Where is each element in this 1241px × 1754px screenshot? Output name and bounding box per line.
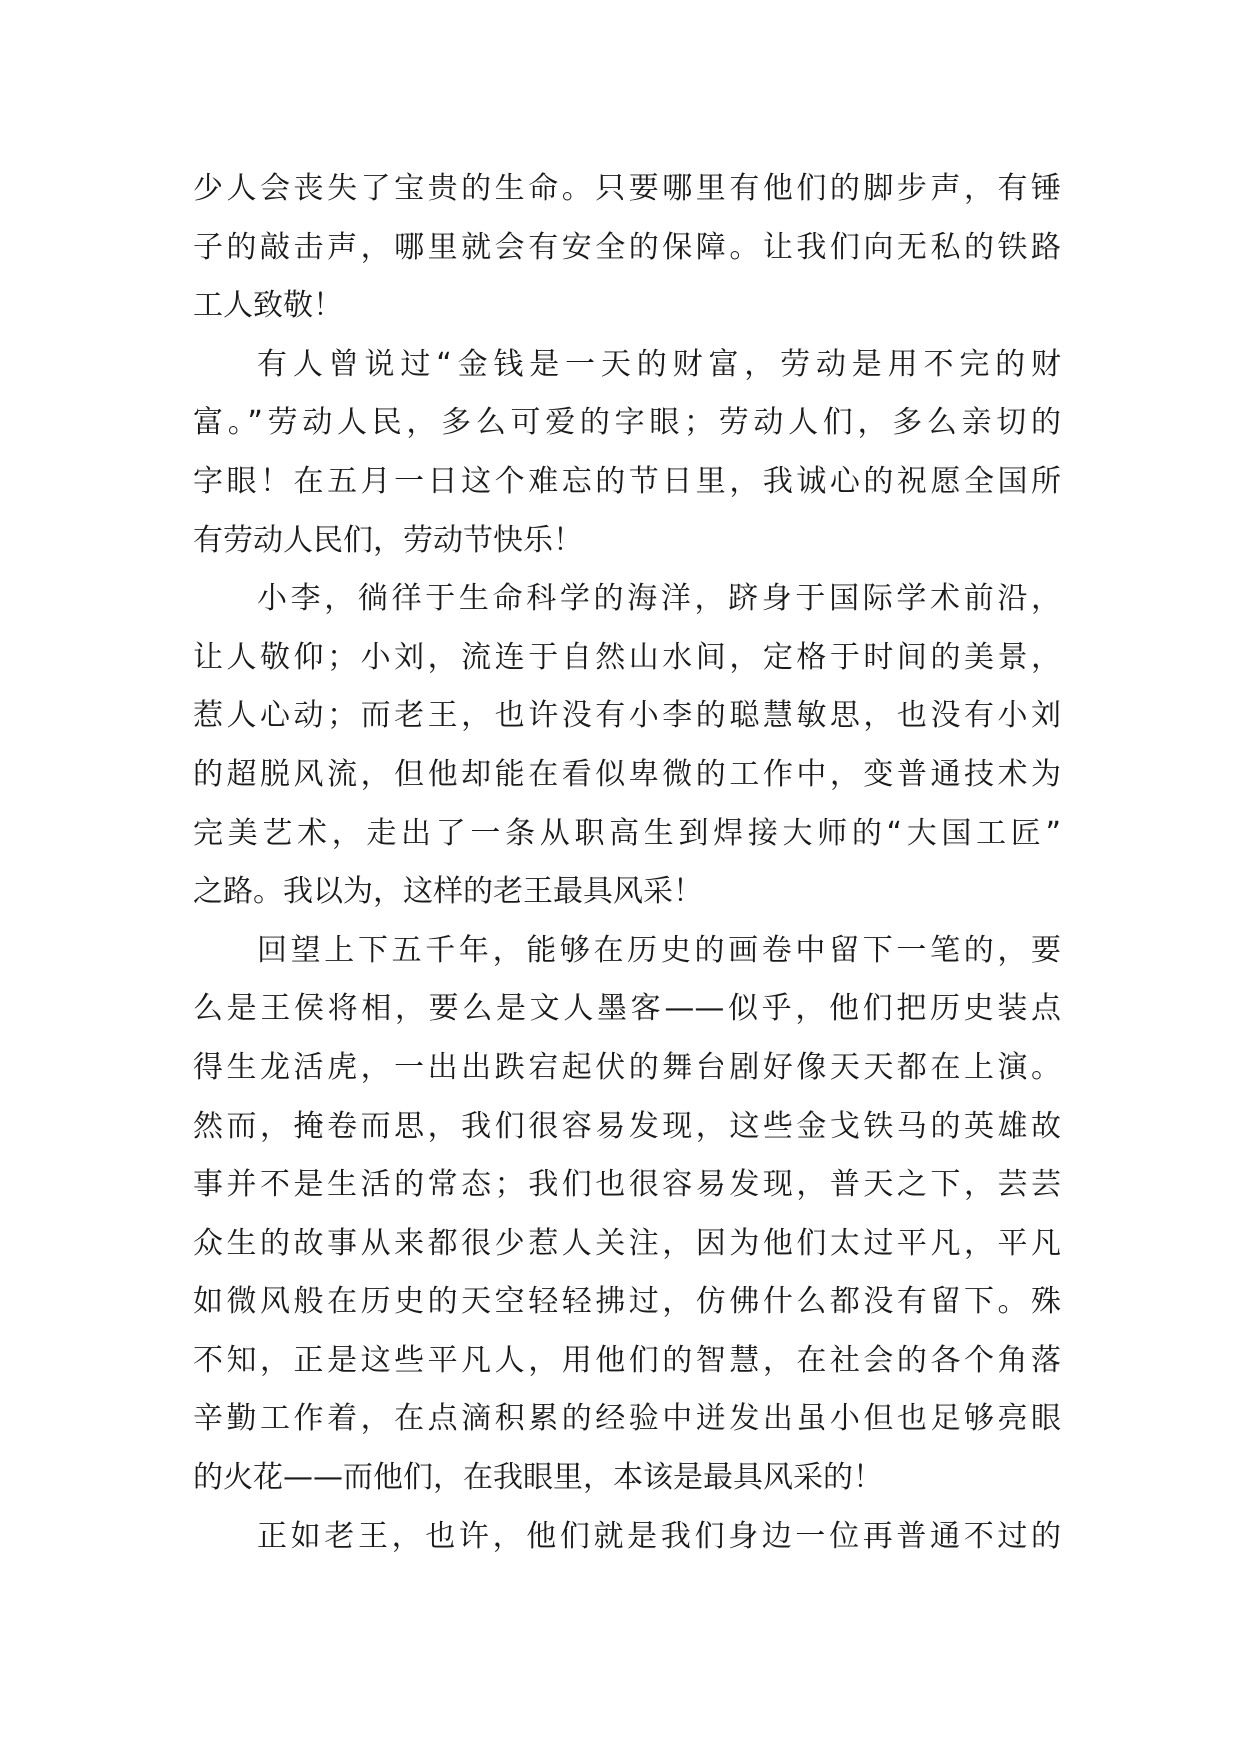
text-line: 的超脱风流，但他却能在看似卑微的工作中，变普通技术为 bbox=[193, 756, 1061, 792]
paragraph-first-line: 有人曾说过“金钱是一天的财富，劳动是用不完的财 bbox=[257, 346, 1061, 382]
text-line: 完美艺术，走出了一条从职高生到焊接大师的“大国工匠” bbox=[193, 815, 1061, 851]
text-line: 得生龙活虎，一出出跌宕起伏的舞台剧好像天天都在上演。 bbox=[193, 1049, 1061, 1085]
paragraph-first-line: 回望上下五千年，能够在历史的画卷中留下一笔的，要 bbox=[257, 932, 1061, 968]
text-line: 少人会丧失了宝贵的生命。只要哪里有他们的脚步声，有锤 bbox=[193, 171, 1061, 206]
paragraph-first-line: 正如老王，也许，他们就是我们身边一位再普通不过的 bbox=[257, 1518, 1061, 1554]
text-line: 子的敲击声，哪里就会有安全的保障。让我们向无私的铁路 bbox=[193, 229, 1061, 265]
text-line: 事并不是生活的常态；我们也很容易发现，普天之下，芸芸 bbox=[193, 1167, 1061, 1203]
text-line: 辛勤工作着，在点滴积累的经验中迸发出虽小但也足够亮眼 bbox=[193, 1401, 1061, 1437]
text-line: 工人致敬！ bbox=[193, 288, 343, 324]
text-line: 富。”劳动人民，多么可爱的字眼；劳动人们，多么亲切的 bbox=[193, 405, 1061, 441]
text-line: 众生的故事从来都很少惹人关注，因为他们太过平凡，平凡 bbox=[193, 1225, 1061, 1261]
text-line: 之路。我以为，这样的老王最具风采！ bbox=[193, 874, 703, 910]
paragraph-first-line: 小李，徜徉于生命科学的海洋，跻身于国际学术前沿， bbox=[257, 581, 1061, 617]
text-line: 让人敬仰；小刘，流连于自然山水间，定格于时间的美景， bbox=[193, 639, 1061, 675]
text-line: 如微风般在历史的天空轻轻拂过，仿佛什么都没有留下。殊 bbox=[193, 1284, 1061, 1320]
text-line: 不知，正是这些平凡人，用他们的智慧，在社会的各个角落 bbox=[193, 1342, 1061, 1378]
text-line: 字眼！在五月一日这个难忘的节日里，我诚心的祝愿全国所 bbox=[193, 463, 1061, 499]
text-line: 么是王侯将相，要么是文人墨客——似乎，他们把历史装点 bbox=[193, 991, 1061, 1027]
text-line: 惹人心动；而老王，也许没有小李的聪慧敏思，也没有小刘 bbox=[193, 698, 1061, 734]
text-line: 有劳动人民们，劳动节快乐！ bbox=[193, 522, 583, 558]
text-line: 然而，掩卷而思，我们很容易发现，这些金戈铁马的英雄故 bbox=[193, 1108, 1061, 1144]
document-body bbox=[193, 160, 1061, 1566]
text-line: 的火花——而他们，在我眼里，本该是最具风采的！ bbox=[193, 1460, 883, 1496]
